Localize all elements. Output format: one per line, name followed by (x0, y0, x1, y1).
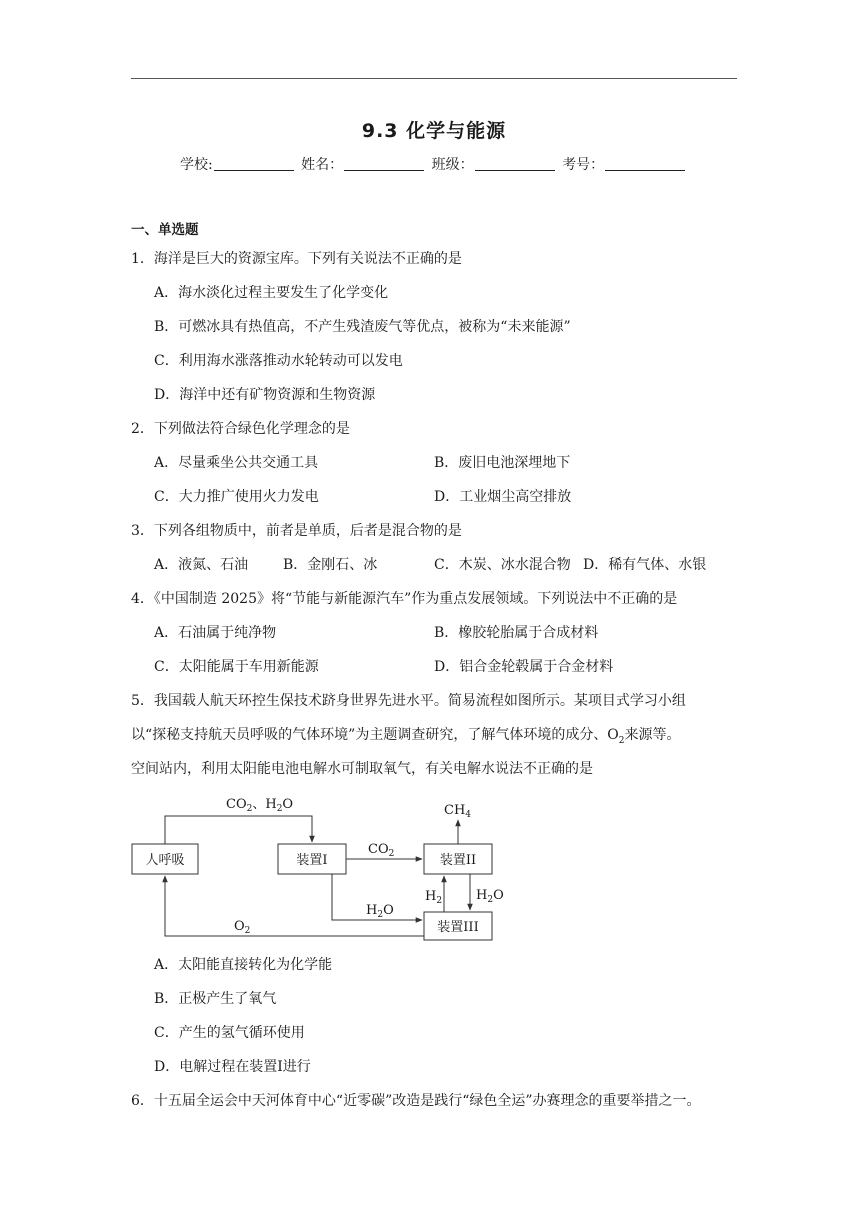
section-heading: 一、单选题 (131, 222, 199, 238)
box-device-2-label: 装置II (439, 853, 477, 868)
label-co2-h2o: $CO_2$、$H_2O$ (226, 797, 294, 814)
name-blank (344, 156, 424, 171)
q2-stem: 2．下列做法符合绿色化学理念的是 (131, 421, 350, 437)
q6-stem: 6．十五届全运会中天河体育中心“近零碳”改造是践行“绿色全运”办赛理念的重要举措之一。 (131, 1093, 701, 1109)
q5-stem-line-3: 空间站内，利用太阳能电池电解水可制取氧气，有关电解水说法不正确的是 (131, 761, 593, 777)
q5-option-c: C．产生的氢气循环使用 (154, 1025, 305, 1041)
box-device-3-label: 装置III (437, 920, 479, 935)
name-label: 姓名： (301, 157, 344, 173)
q3-option-c: C．木炭、冰水混合物 (434, 557, 571, 573)
q3-option-b: B．金刚石、冰 (283, 557, 378, 573)
q2-option-a: A．尽量乘坐公共交通工具 (154, 455, 319, 471)
page-title: 9.3 化学与能源 (361, 120, 507, 142)
q1-stem: 1．海洋是巨大的资源宝库。下列有关说法不正确的是 (131, 251, 462, 267)
q2-option-c: C．大力推广使用火力发电 (154, 489, 319, 505)
q3-option-d: D．稀有气体、水银 (583, 557, 707, 573)
q5-stem-line-2-tail: 来源等。 (624, 727, 681, 743)
q5-option-d: D．电解过程在装置I进行 (154, 1059, 311, 1075)
box-breath-label: 人呼吸 (145, 853, 185, 868)
exam-no-blank (605, 156, 685, 171)
q1-option-c: C．利用海水涨落推动水轮转动可以发电 (154, 353, 403, 369)
q5-stem-line-2 (131, 726, 681, 750)
q5-stem-line-2-sub: 2 (618, 735, 625, 746)
q3-stem: 3．下列各组物质中，前者是单质，后者是混合物的是 (131, 523, 462, 539)
header-rule (131, 78, 737, 79)
class-blank (475, 156, 555, 171)
q4-option-b: B．橡胶轮胎属于合成材料 (434, 625, 599, 641)
label-h2o-right: $H_2O$ (476, 888, 504, 905)
box-device-1-label: 装置I (296, 853, 328, 868)
q1-option-b: B．可燃冰具有热值高，不产生残渣废气等优点，被称为“未来能源” (154, 319, 571, 335)
exam-no-label: 考号： (562, 157, 605, 173)
q4-option-c: C．太阳能属于车用新能源 (154, 659, 319, 675)
q5-stem-line-2-text: 以“探秘支持航天员呼吸的气体环境”为主题调查研究，了解气体环境的成分、O (131, 727, 619, 743)
q4-option-a: A．石油属于纯净物 (154, 625, 277, 641)
arrow-breath-to-device-1 (165, 816, 312, 844)
q1-option-a: A．海水淡化过程主要发生了化学变化 (154, 285, 389, 301)
q4-option-d: D．铝合金轮毂属于合金材料 (434, 659, 614, 675)
q5-option-b: B．正极产生了氧气 (154, 991, 277, 1007)
school-label: 学校: (180, 157, 213, 173)
class-label: 班级： (431, 157, 474, 173)
q4-stem: 4．《中国制造 2025》将“节能与新能源汽车”作为重点发展领域。下列说法中不正确的是 (131, 591, 678, 607)
q1-option-d: D．海洋中还有矿物资源和生物资源 (154, 387, 376, 403)
q3-option-a: A．液氮、石油 (154, 557, 249, 573)
label-ch4: $CH_4$ (444, 803, 472, 820)
label-o2: $O_2$ (234, 919, 251, 936)
q2-option-d: D．工业烟尘高空排放 (434, 489, 572, 505)
q5-option-a: A．太阳能直接转化为化学能 (154, 957, 333, 973)
flow-diagram (128, 790, 508, 950)
label-co2: $CO_2$ (368, 842, 395, 859)
student-info-line (180, 154, 700, 174)
q5-stem-line-1: 5．我国载人航天环控生保技术跻身世界先进水平。简易流程如图所示。某项目式学习小组 (131, 693, 686, 709)
school-blank (214, 156, 294, 171)
label-h2o-mid: $H_2O$ (366, 903, 394, 920)
q2-option-b: B．废旧电池深埋地下 (434, 455, 571, 471)
label-h2: $H_2$ (425, 889, 443, 906)
